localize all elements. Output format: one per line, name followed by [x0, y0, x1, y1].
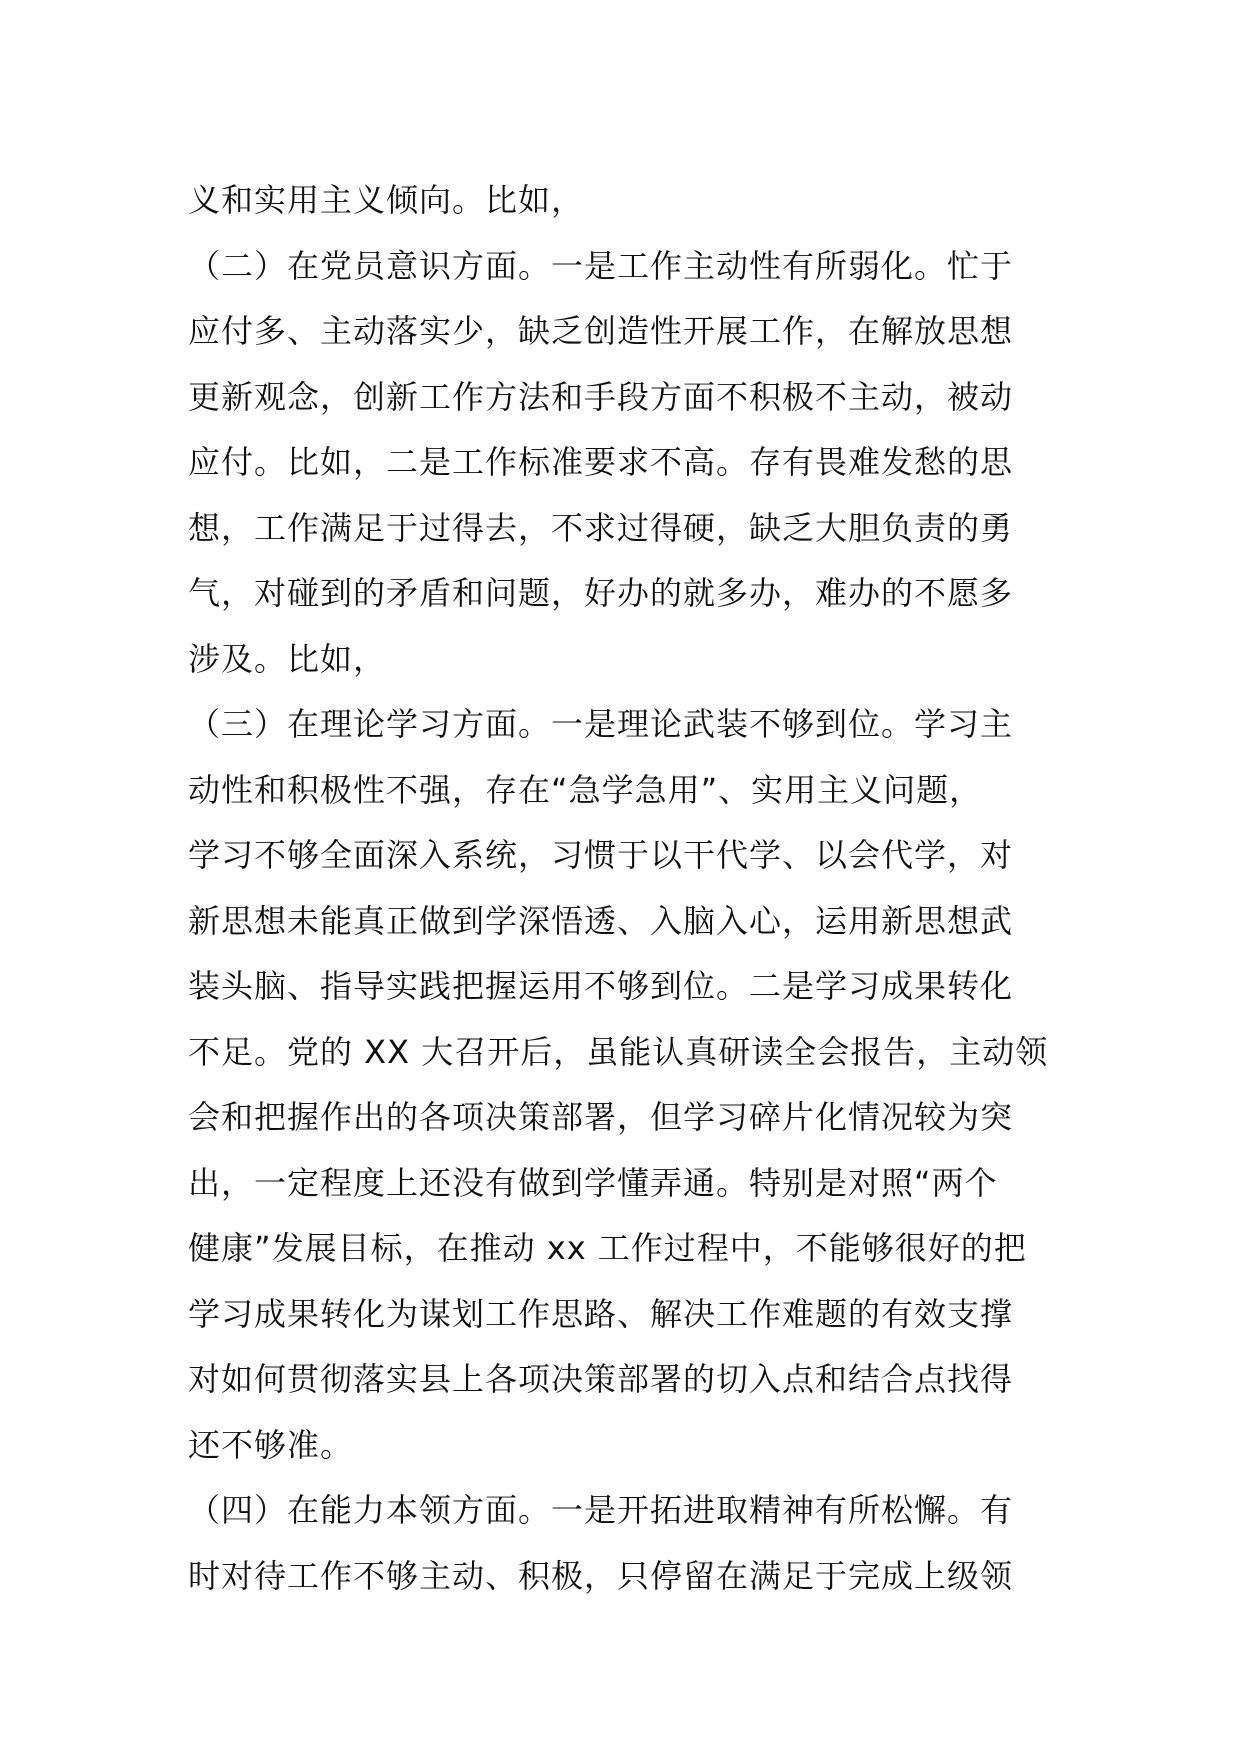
text-line: 时对待工作不够主动、积极，只停留在满足于完成上级领: [188, 1556, 1014, 1595]
text-line: 不足。党的 XX 大召开后，虽能认真研读全会报告，主动领: [188, 1032, 1049, 1071]
text-line: 气，对碰到的矛盾和问题，好办的就多办，难办的不愿多: [188, 574, 1014, 612]
document-body: [188, 168, 1058, 1609]
text-line: 装头脑、指导实践把握运用不够到位。二是学习成果转化: [188, 967, 1014, 1005]
text-line: 会和把握作出的各项决策部署，但学习碎片化情况较为突: [188, 1098, 1014, 1136]
text-line: （二）在党员意识方面。一是工作主动性有所弱化。忙于: [188, 246, 1014, 285]
text-line: 应付多、主动落实少，缺乏创造性开展工作，在解放思想: [188, 312, 1014, 350]
text-line: 对如何贯彻落实县上各项决策部署的切入点和结合点找得: [188, 1360, 1014, 1398]
text-line: 还不够准。: [188, 1425, 354, 1464]
text-line: 出，一定程度上还没有做到学懂弄通。特别是对照“两个: [188, 1163, 998, 1202]
text-line: 动性和积极性不强，存在“急学急用”、实用主义问题，: [188, 770, 983, 809]
text-line: （四）在能力本领方面。一是开拓进取精神有所松懈。有: [188, 1491, 1014, 1529]
text-line: 义和实用主义倾向。比如，: [188, 181, 585, 219]
text-line: 学习不够全面深入系统，习惯于以干代学、以会代学，对: [188, 836, 1014, 874]
text-line: 更新观念，创新工作方法和手段方面不积极不主动，被动: [188, 377, 1014, 416]
text-line: 应付。比如，二是工作标准要求不高。存有畏难发愁的思: [188, 443, 1014, 481]
text-line: 健康”发展目标，在推动 xx 工作过程中，不能够很好的把: [188, 1229, 1027, 1267]
text-line: 新思想未能真正做到学深悟透、入脑入心，运用新思想武: [188, 901, 1014, 940]
text-line: 涉及。比如，: [188, 639, 387, 678]
text-line: （三）在理论学习方面。一是理论武装不够到位。学习主: [188, 705, 1014, 743]
text-line: 想，工作满足于过得去，不求过得硬，缺乏大胆负责的勇: [188, 508, 1014, 547]
text-line: 学习成果转化为谋划工作思路、解决工作难题的有效支撑: [188, 1294, 1014, 1333]
